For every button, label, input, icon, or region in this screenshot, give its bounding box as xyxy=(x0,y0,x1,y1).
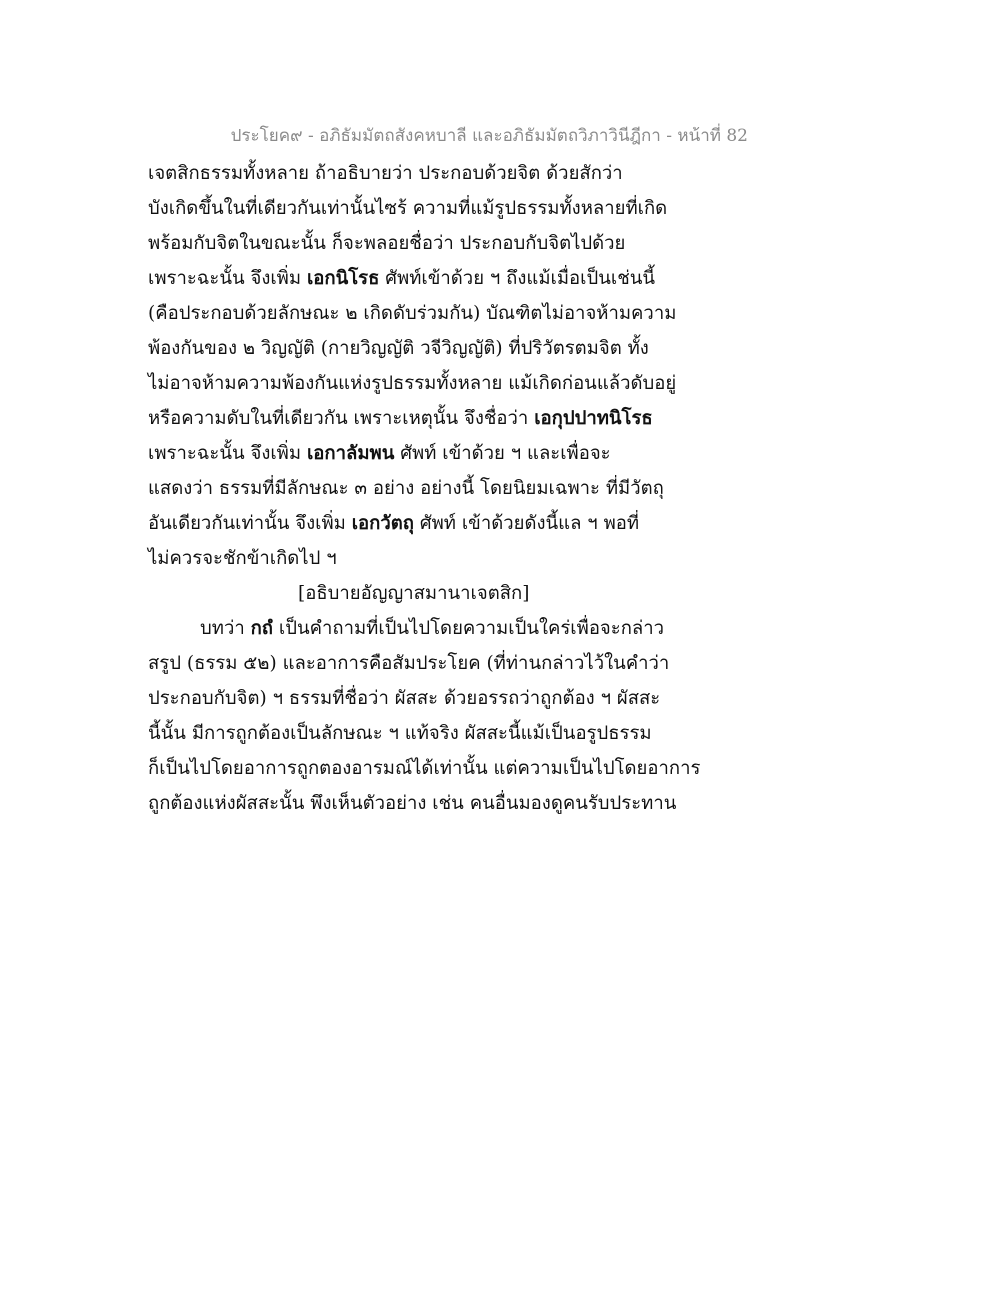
text-line xyxy=(148,261,708,296)
text-segment: (คือประกอบด้วยลักษณะ ๒ เกิดดับร่วมกัน) บัณฑิตไม่อาจห้ามความ xyxy=(148,303,677,324)
text-line xyxy=(148,436,708,471)
running-header: ประโยค๙ - อภิธัมมัตถสังคหบาลี และอภิธัมมัตถวิภาวินีฎีกา - หน้าที่ 82 xyxy=(230,126,748,146)
text-segment: ประกอบกับจิต) ฯ ธรรมที่ชื่อว่า ผัสสะ ด้วยอรรถว่าถูกต้อง ฯ ผัสสะ xyxy=(148,688,661,709)
text-segment: ศัพท์เข้าด้วย ฯ ถึงแม้เมื่อเป็นเช่นนี้ xyxy=(379,268,656,289)
text-line xyxy=(148,226,708,261)
text-line xyxy=(148,156,708,191)
text-line xyxy=(148,786,708,821)
text-segment: ถูกต้องแห่งผัสสะนั้น พึงเห็นตัวอย่าง เช่น คนอื่นมองดูคนรับประทาน xyxy=(148,793,677,814)
heading-line xyxy=(148,576,708,611)
paragraph xyxy=(148,156,708,576)
text-segment: พ้องกันของ ๒ วิญญัติ (กายวิญญัติ วจีวิญญัติ) ที่ปริวัตรตมจิต ทั้ง xyxy=(148,338,649,359)
text-line xyxy=(148,646,708,681)
text-segment: ไม่อาจห้ามความพ้องกันแห่งรูปธรรมทั้งหลาย แม้เกิดก่อนแล้วดับอยู่ xyxy=(148,373,677,394)
bold-term: เอกวัตถุ xyxy=(351,513,414,534)
text-segment: เพราะฉะนั้น จึงเพิ่ม xyxy=(148,443,307,464)
bold-term: กถํ xyxy=(250,618,274,639)
text-line xyxy=(148,506,708,541)
text-line xyxy=(148,541,708,576)
text-line xyxy=(148,331,708,366)
text-line xyxy=(148,366,708,401)
text-segment: สรูป (ธรรม ๕๒) และอาการคือสัมประโยค (ที่ท่านกล่าวไว้ในคำว่า xyxy=(148,653,670,674)
body-text xyxy=(148,156,708,821)
text-segment: เป็นคำถามที่เป็นไปโดยความเป็นใคร่เพื่อจะกล่าว xyxy=(273,618,665,639)
text-segment: เจตสิกธรรมทั้งหลาย ถ้าอธิบายว่า ประกอบด้วยจิต ด้วยสักว่า xyxy=(148,163,623,184)
text-segment: บทว่า xyxy=(200,618,251,639)
text-segment: อันเดียวกันเท่านั้น จึงเพิ่ม xyxy=(148,513,352,534)
text-line xyxy=(148,716,708,751)
text-segment: พร้อมกับจิตในขณะนั้น ก็จะพลอยชื่อว่า ประกอบกับจิตไปด้วย xyxy=(148,233,626,254)
text-segment: ก็เป็นไปโดยอาการถูกตองอารมณ์ได้เท่านั้น แต่ความเป็นไปโดยอาการ xyxy=(148,758,701,779)
text-line xyxy=(148,751,708,786)
paragraph xyxy=(148,611,708,821)
text-line xyxy=(148,401,708,436)
text-line xyxy=(148,296,708,331)
section-heading xyxy=(148,576,708,611)
text-segment: [อธิบายอัญญาสมานาเจตสิก] xyxy=(298,583,530,604)
bold-term: เอกาลัมพน xyxy=(306,443,395,464)
text-segment: เพราะฉะนั้น จึงเพิ่ม xyxy=(148,268,307,289)
text-segment: ศัพท์ เข้าด้วย ฯ และเพื่อจะ xyxy=(394,443,611,464)
text-segment: ไม่ควรจะชักข้าเกิดไป ฯ xyxy=(148,548,337,569)
text-segment: บังเกิดขึ้นในที่เดียวกันเท่านั้นไซร้ ความที่แม้รูปธรรมทั้งหลายที่เกิด xyxy=(148,198,668,219)
text-line xyxy=(148,471,708,506)
text-segment: ศัพท์ เข้าด้วยดังนี้แล ฯ พอที่ xyxy=(413,513,640,534)
text-segment: นี้นั้น มีการถูกต้องเป็นลักษณะ ฯ แท้จริง ผัสสะนี้แม้เป็นอรูปธรรม xyxy=(148,723,652,744)
text-segment: แสดงว่า ธรรมที่มีลักษณะ ๓ อย่าง อย่างนี้ โดยนิยมเฉพาะ ที่มีวัตถุ xyxy=(148,478,664,499)
bold-term: เอกุปปาทนิโรธ xyxy=(534,408,653,429)
text-line xyxy=(148,681,708,716)
text-segment: หรือความดับในที่เดียวกัน เพราะเหตุนั้น จึงชื่อว่า xyxy=(148,408,535,429)
text-line xyxy=(148,611,708,646)
text-line xyxy=(148,191,708,226)
bold-term: เอกนิโรธ xyxy=(306,268,380,289)
